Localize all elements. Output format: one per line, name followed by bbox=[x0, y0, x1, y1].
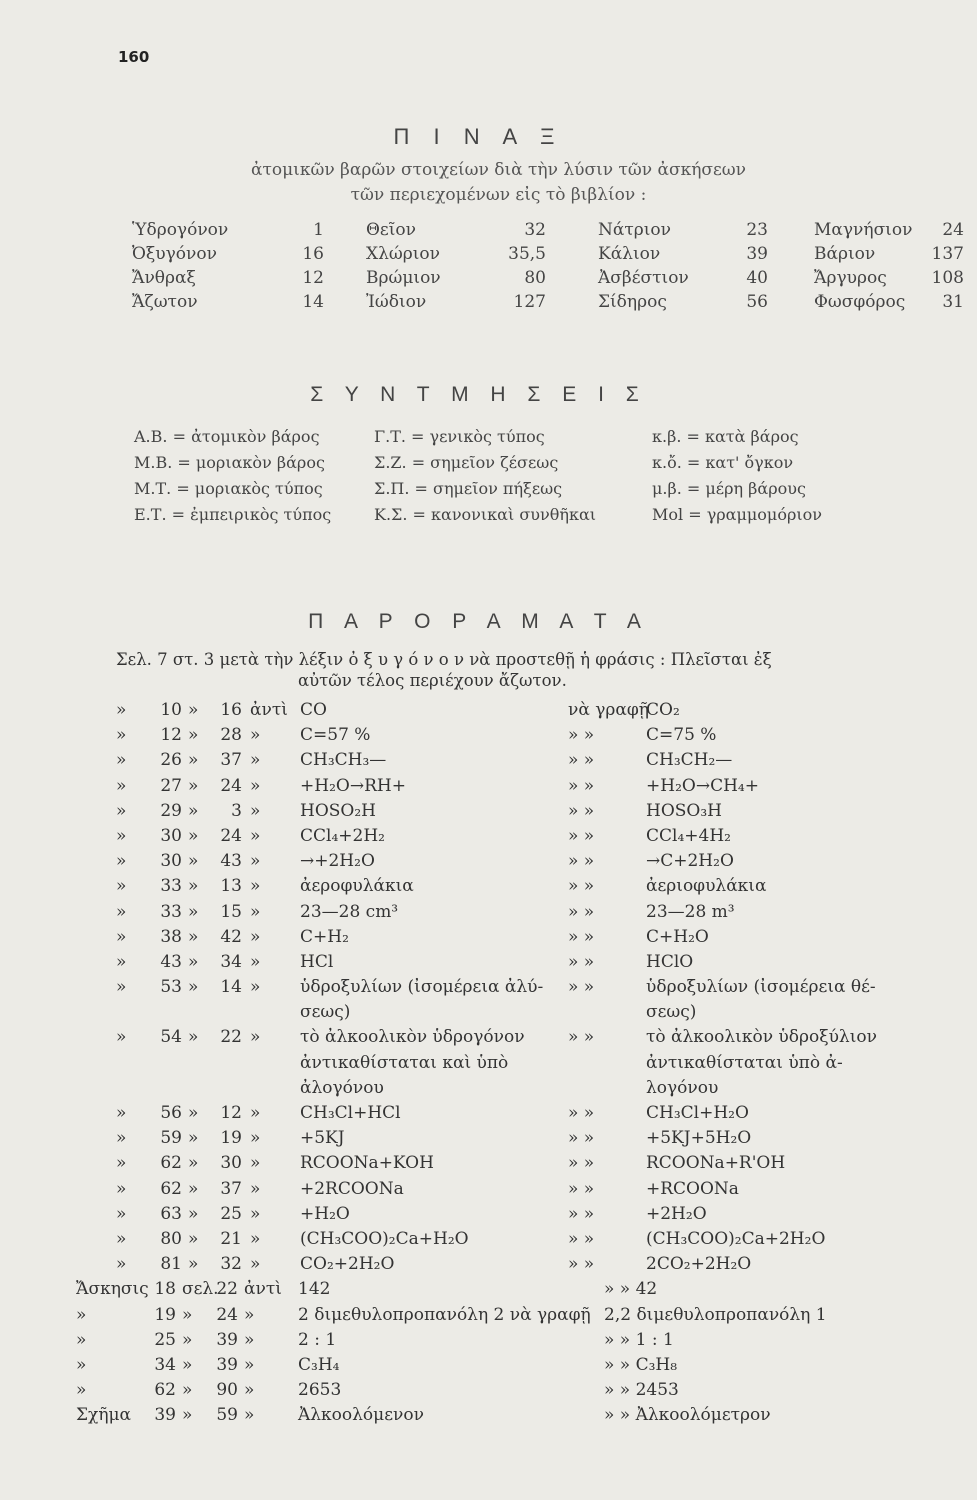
exercise-line: 24 bbox=[216, 1304, 238, 1325]
element-name: Θεῖον bbox=[366, 220, 416, 240]
element-weight: 39 bbox=[746, 244, 768, 264]
errata-ditto: » bbox=[250, 1228, 261, 1249]
errata-page: 30 bbox=[160, 825, 182, 846]
errata-page: 59 bbox=[160, 1128, 182, 1149]
errata-ditto: » bbox=[250, 851, 261, 872]
errata-correct: C=75 % bbox=[646, 725, 717, 746]
errata-line: 37 bbox=[220, 750, 242, 771]
abbreviation-item: κ.ὄ. = κατ' ὄγκον bbox=[652, 453, 794, 472]
ditto-mark: » bbox=[182, 1405, 193, 1426]
errata-exercise-row bbox=[76, 1304, 827, 1330]
ditto-mark: » bbox=[188, 1178, 199, 1199]
element-weight: 127 bbox=[513, 292, 546, 312]
ditto-mark: » bbox=[116, 1203, 127, 1224]
element-name: Βρώμιον bbox=[366, 268, 441, 288]
errata-correct: » » 42 bbox=[604, 1279, 658, 1300]
errata-correct: ἀντικαθίσταται ὑπὸ ἀ- bbox=[646, 1052, 843, 1073]
element-name: Ὀξυγόνον bbox=[132, 244, 217, 264]
errata-page: 33 bbox=[160, 901, 182, 922]
errata-correct: » » Ἀλκοολόμετρον bbox=[604, 1405, 771, 1426]
atomic-weights-row bbox=[132, 290, 964, 314]
errata-correct: σεως) bbox=[646, 1002, 697, 1023]
table-title: Π Ι Ν Α Ξ bbox=[393, 124, 564, 149]
errata-wrong: σεως) bbox=[300, 1002, 351, 1023]
ditto-mark: ἀντὶ bbox=[244, 1279, 282, 1300]
errata-wrong: ἀλογόνου bbox=[300, 1077, 384, 1098]
ditto-mark: » bbox=[116, 825, 127, 846]
errata-ditto: » » bbox=[568, 951, 595, 972]
errata-wrong: RCOONa+KOH bbox=[300, 1153, 434, 1174]
ditto-mark: » bbox=[116, 1254, 127, 1275]
ditto-mark: » bbox=[244, 1354, 255, 1375]
errata-correct: CCl₄+4H₂ bbox=[646, 825, 731, 846]
element-name: Νάτριον bbox=[598, 220, 671, 240]
exercise-page: 18 bbox=[154, 1279, 176, 1300]
errata-correct: +H₂O→CH₄+ bbox=[646, 775, 759, 796]
errata-wrong: →+2H₂O bbox=[300, 851, 375, 872]
element-name: Ἄνθραξ bbox=[132, 268, 196, 288]
errata-exercise-row bbox=[76, 1279, 658, 1304]
ditto-mark: » bbox=[116, 1103, 127, 1123]
errata-page: 81 bbox=[160, 1254, 182, 1275]
ditto-mark: » bbox=[116, 1228, 127, 1249]
errata-page: 27 bbox=[160, 775, 182, 796]
element-weight: 12 bbox=[302, 268, 324, 288]
ditto-mark: » bbox=[188, 926, 199, 947]
errata-correct: +5KJ+5H₂O bbox=[646, 1128, 752, 1149]
errata-ditto: » bbox=[250, 825, 261, 846]
errata-correct: 2,2 διμεθυλοπροπανόλη 1 bbox=[604, 1304, 827, 1325]
ditto-mark: » bbox=[116, 1027, 127, 1048]
element-weight: 32 bbox=[524, 220, 546, 240]
errata-line: 14 bbox=[220, 977, 242, 998]
errata-ditto: » » bbox=[568, 1103, 595, 1123]
errata-ditto: » » bbox=[568, 1178, 595, 1199]
element-name: Ἀσβέστιον bbox=[598, 268, 689, 288]
errata-ditto: » » bbox=[568, 876, 595, 897]
errata-ditto: » » bbox=[568, 1228, 595, 1249]
errata-wrong: HOSO₂H bbox=[300, 800, 376, 821]
exercise-page: 39 bbox=[154, 1405, 176, 1426]
errata-ditto: » » bbox=[568, 926, 595, 947]
errata-page: 10 bbox=[160, 700, 182, 720]
element-name: Σίδηρος bbox=[598, 292, 667, 312]
abbreviation-item: Mol = γραμμομόριον bbox=[652, 505, 822, 524]
ditto-mark: » bbox=[116, 725, 127, 746]
exercise-label: Σχῆμα bbox=[76, 1405, 132, 1426]
errata-wrong: C+H₂ bbox=[300, 926, 349, 947]
element-name: Ἰώδιον bbox=[366, 292, 427, 312]
errata-wrong: (CH₃COO)₂Ca+H₂O bbox=[300, 1228, 469, 1249]
abbreviation-item: Σ.Π. = σημεῖον πήξεως bbox=[374, 479, 563, 498]
errata-wrong: CCl₄+2H₂ bbox=[300, 825, 385, 846]
errata-ditto: » bbox=[250, 1128, 261, 1149]
errata-ditto: » » bbox=[568, 800, 595, 821]
table-subtitle-1: ἀτομικῶν βαρῶν στοιχείων διὰ τὴν λύσιν τῶν ἀσκήσεων bbox=[251, 160, 746, 180]
errata-line: 12 bbox=[220, 1103, 242, 1123]
element-weight: 35,5 bbox=[508, 244, 546, 264]
errata-correct: CO₂ bbox=[646, 700, 680, 720]
errata-line: 25 bbox=[220, 1203, 242, 1224]
errata-ditto: » » bbox=[568, 725, 595, 746]
errata-correct: →C+2H₂O bbox=[646, 851, 734, 872]
abbreviations-title: Σ Υ Ν Τ Μ Η Σ Ε Ι Σ bbox=[310, 383, 647, 406]
errata-line: 15 bbox=[220, 901, 242, 922]
ditto-mark: » bbox=[116, 775, 127, 796]
ditto-mark: » bbox=[188, 725, 199, 746]
errata-wrong: Ἀλκοολόμενον bbox=[298, 1405, 424, 1426]
errata-wrong: CO₂+2H₂O bbox=[300, 1254, 395, 1275]
element-weight: 1 bbox=[313, 220, 324, 240]
errata-intro-line-2: αὐτῶν τέλος περιέχουν ἄζωτον. bbox=[298, 671, 567, 690]
element-weight: 137 bbox=[931, 244, 964, 264]
errata-ditto: » bbox=[250, 1103, 261, 1123]
errata-exercise-row bbox=[76, 1329, 674, 1355]
errata-page: 29 bbox=[160, 800, 182, 821]
ditto-mark: » bbox=[188, 1027, 199, 1048]
errata-intro bbox=[116, 650, 896, 690]
errata-ditto: » bbox=[250, 901, 261, 922]
atomic-weights-row bbox=[132, 242, 964, 266]
errata-ditto: ἀντὶ bbox=[250, 700, 288, 720]
errata-correct: +2H₂O bbox=[646, 1203, 707, 1224]
errata-wrong: CH₃CH₃— bbox=[300, 750, 387, 771]
errata-page: 62 bbox=[160, 1178, 182, 1199]
errata-correct: HOSO₃H bbox=[646, 800, 722, 821]
abbreviations-col-3 bbox=[652, 424, 822, 528]
element-name: Χλώριον bbox=[366, 244, 440, 264]
element-weight: 23 bbox=[746, 220, 768, 240]
errata-ditto: » bbox=[250, 1027, 261, 1048]
errata-correct: » » C₃H₈ bbox=[604, 1354, 678, 1375]
element-name: Ὑδρογόνον bbox=[132, 220, 229, 240]
ditto-mark: » bbox=[116, 876, 127, 897]
errata-ditto: » bbox=[250, 1254, 261, 1275]
ditto-mark: » bbox=[116, 750, 127, 771]
errata-correct: C+H₂O bbox=[646, 926, 709, 947]
exercise-label: » bbox=[76, 1304, 87, 1325]
errata-wrong: CO bbox=[300, 700, 327, 720]
errata-ditto: » bbox=[250, 1178, 261, 1199]
ditto-mark: σελ. bbox=[182, 1279, 219, 1300]
exercise-label: » bbox=[76, 1380, 87, 1401]
errata-correct: ἀεριοφυλάκια bbox=[646, 876, 767, 897]
errata-correct: » » 1 : 1 bbox=[604, 1329, 674, 1350]
ditto-mark: » bbox=[188, 1228, 199, 1249]
ditto-mark: » bbox=[188, 1128, 199, 1149]
errata-page: 30 bbox=[160, 851, 182, 872]
errata-ditto: » bbox=[250, 977, 261, 998]
ditto-mark: » bbox=[188, 825, 199, 846]
ditto-mark: » bbox=[116, 926, 127, 947]
errata-wrong: 23—28 cm³ bbox=[300, 901, 399, 922]
ditto-mark: » bbox=[116, 1128, 127, 1149]
errata-page: 26 bbox=[160, 750, 182, 771]
exercise-line: 59 bbox=[216, 1405, 238, 1426]
ditto-mark: » bbox=[116, 1178, 127, 1199]
errata-line: 42 bbox=[220, 926, 242, 947]
element-name: Μαγνήσιον bbox=[814, 220, 913, 240]
errata-correct: HClO bbox=[646, 951, 694, 972]
ditto-mark: » bbox=[188, 700, 199, 720]
errata-line: 3 bbox=[231, 800, 242, 821]
abbreviation-item: Κ.Σ. = κανονικαὶ συνθῆκαι bbox=[374, 505, 597, 524]
errata-page: 43 bbox=[160, 951, 182, 972]
errata-ditto: » bbox=[250, 951, 261, 972]
errata-ditto: » bbox=[250, 725, 261, 746]
errata-wrong: τὸ ἀλκοολικὸν ὑδρογόνον bbox=[300, 1027, 525, 1048]
errata-wrong: +2RCOONa bbox=[300, 1178, 404, 1199]
errata-ditto: » bbox=[250, 775, 261, 796]
errata-line: 19 bbox=[220, 1128, 242, 1149]
errata-wrong: HCl bbox=[300, 951, 334, 972]
errata-wrong: +5KJ bbox=[300, 1128, 345, 1149]
errata-line: 43 bbox=[220, 851, 242, 872]
exercise-label: » bbox=[76, 1354, 87, 1375]
errata-wrong: 142 bbox=[298, 1279, 331, 1300]
abbreviations-col-1 bbox=[134, 424, 331, 528]
element-name: Ἄργυρος bbox=[814, 268, 887, 288]
abbreviation-item: Ε.Τ. = ἐμπειρικὸς τύπος bbox=[134, 505, 332, 524]
errata-line: 16 bbox=[220, 700, 242, 720]
ditto-mark: » bbox=[116, 700, 127, 720]
ditto-mark: » bbox=[188, 951, 199, 972]
element-weight: 24 bbox=[942, 220, 964, 240]
errata-correct: ὑδροξυλίων (ἰσομέρεια θέ- bbox=[646, 977, 876, 998]
errata-ditto: » » bbox=[568, 1203, 595, 1224]
errata-correct: 23—28 m³ bbox=[646, 901, 735, 922]
errata-page: 53 bbox=[160, 977, 182, 998]
errata-wrong: C=57 % bbox=[300, 725, 371, 746]
errata-line: 22 bbox=[220, 1027, 242, 1048]
element-name: Ἄζωτον bbox=[132, 292, 198, 312]
errata-wrong: 2653 bbox=[298, 1380, 342, 1401]
exercise-page: 19 bbox=[154, 1304, 176, 1325]
errata-correct: λογόνου bbox=[646, 1077, 719, 1098]
ditto-mark: » bbox=[182, 1304, 193, 1325]
element-name: Βάριον bbox=[814, 244, 876, 264]
errata-ditto: » » bbox=[568, 851, 595, 872]
ditto-mark: » bbox=[188, 876, 199, 897]
errata-line: 24 bbox=[220, 775, 242, 796]
errata-intro-line-1: Σελ. 7 στ. 3 μετὰ τὴν λέξιν ὀ ξ υ γ ό ν ο ν νὰ προστεθῇ ἡ φράσις : Πλεῖσται ἐξ bbox=[116, 650, 772, 669]
errata-ditto: νὰ γραφῇ bbox=[568, 700, 649, 720]
errata-line: 21 bbox=[220, 1228, 242, 1249]
table-subtitle-2: τῶν περιεχομένων εἰς τὸ βιβλίον : bbox=[350, 185, 647, 205]
errata-title: Π Α Ρ Ο Ρ Α Μ Α Τ Α bbox=[308, 610, 649, 633]
errata-page: 56 bbox=[160, 1103, 182, 1123]
errata-line: 13 bbox=[220, 876, 242, 897]
errata-ditto: » bbox=[250, 1203, 261, 1224]
errata-exercise-row bbox=[76, 1405, 771, 1430]
errata-correct: +RCOONa bbox=[646, 1178, 739, 1199]
errata-exercise-row bbox=[76, 1354, 678, 1380]
element-name: Κάλιον bbox=[598, 244, 661, 264]
page-number: 160 bbox=[118, 48, 150, 66]
errata-wrong: +H₂O bbox=[300, 1203, 350, 1224]
atomic-weights-row bbox=[132, 218, 964, 242]
ditto-mark: » bbox=[188, 1103, 199, 1123]
errata-ditto: » » bbox=[568, 1254, 595, 1275]
errata-line: 28 bbox=[220, 725, 242, 746]
errata-correct: » » 2453 bbox=[604, 1380, 679, 1401]
ditto-mark: » bbox=[116, 951, 127, 972]
errata-wrong: ἀεροφυλάκια bbox=[300, 876, 414, 897]
ditto-mark: » bbox=[188, 800, 199, 821]
errata-correct: CH₃Cl+H₂O bbox=[646, 1103, 749, 1123]
errata-wrong: ὑδροξυλίων (ἰσομέρεια ἀλύ- bbox=[300, 977, 544, 998]
errata-ditto: » » bbox=[568, 977, 595, 998]
errata-correct: RCOONa+R'OH bbox=[646, 1153, 786, 1174]
errata-ditto: » » bbox=[568, 775, 595, 796]
abbreviation-item: Γ.Τ. = γενικὸς τύπος bbox=[374, 427, 545, 446]
ditto-mark: » bbox=[182, 1354, 193, 1375]
ditto-mark: » bbox=[244, 1405, 255, 1426]
errata-page: 54 bbox=[160, 1027, 182, 1048]
element-weight: 14 bbox=[302, 292, 324, 312]
element-weight: 31 bbox=[942, 292, 964, 312]
errata-page: 12 bbox=[160, 725, 182, 746]
ditto-mark: » bbox=[188, 1254, 199, 1275]
ditto-mark: » bbox=[116, 851, 127, 872]
ditto-mark: » bbox=[188, 851, 199, 872]
errata-ditto: » » bbox=[568, 901, 595, 922]
exercise-line: 22 bbox=[216, 1279, 238, 1300]
exercise-page: 62 bbox=[154, 1380, 176, 1401]
errata-ditto: » bbox=[250, 926, 261, 947]
errata-wrong: CH₃Cl+HCl bbox=[300, 1103, 401, 1123]
ditto-mark: » bbox=[182, 1380, 193, 1401]
errata-page: 80 bbox=[160, 1228, 182, 1249]
errata-page: 63 bbox=[160, 1203, 182, 1224]
element-weight: 16 bbox=[302, 244, 324, 264]
errata-line: 24 bbox=[220, 825, 242, 846]
errata-line: 32 bbox=[220, 1254, 242, 1275]
errata-ditto: » » bbox=[568, 1128, 595, 1149]
abbreviation-item: Σ.Ζ. = σημεῖον ζέσεως bbox=[374, 453, 559, 472]
errata-correct: CH₃CH₂— bbox=[646, 750, 733, 771]
ditto-mark: » bbox=[188, 1153, 199, 1174]
exercise-page: 25 bbox=[154, 1329, 176, 1350]
atomic-weights-table bbox=[132, 218, 964, 314]
errata-line: 37 bbox=[220, 1178, 242, 1199]
ditto-mark: » bbox=[116, 977, 127, 998]
atomic-weights-row bbox=[132, 266, 964, 290]
errata-ditto: » bbox=[250, 876, 261, 897]
errata-wrong: ἀντικαθίσταται καὶ ὑπὸ bbox=[300, 1052, 509, 1073]
errata-ditto: » » bbox=[568, 750, 595, 771]
errata-line: 34 bbox=[220, 951, 242, 972]
errata-correct: τὸ ἀλκοολικὸν ὑδροξύλιον bbox=[646, 1027, 877, 1048]
exercise-page: 34 bbox=[154, 1354, 176, 1375]
ditto-mark: » bbox=[188, 750, 199, 771]
errata-page: 33 bbox=[160, 876, 182, 897]
exercise-line: 39 bbox=[216, 1354, 238, 1375]
exercise-label: Ἄσκησις bbox=[76, 1279, 149, 1300]
errata-wrong: +H₂O→RH+ bbox=[300, 775, 406, 796]
abbreviations-col-2 bbox=[374, 424, 596, 528]
errata-ditto: » » bbox=[568, 1153, 595, 1174]
element-weight: 108 bbox=[931, 268, 964, 288]
errata-ditto: » » bbox=[568, 1027, 595, 1048]
ditto-mark: » bbox=[116, 800, 127, 821]
abbreviation-item: Μ.Τ. = μοριακὸς τύπος bbox=[134, 479, 323, 498]
errata-exercise-row bbox=[76, 1380, 679, 1405]
ditto-mark: » bbox=[116, 901, 127, 922]
errata-correct: 2CO₂+2H₂O bbox=[646, 1254, 752, 1275]
element-weight: 56 bbox=[746, 292, 768, 312]
ditto-mark: » bbox=[188, 775, 199, 796]
errata-wrong: C₃H₄ bbox=[298, 1354, 340, 1375]
ditto-mark: » bbox=[188, 977, 199, 998]
errata-wrong: 2 : 1 bbox=[298, 1329, 337, 1350]
exercise-label: » bbox=[76, 1329, 87, 1350]
element-name: Φωσφόρος bbox=[814, 292, 906, 312]
abbreviation-item: μ.β. = μέρη βάρους bbox=[652, 479, 806, 498]
errata-page: 62 bbox=[160, 1153, 182, 1174]
abbreviation-item: κ.β. = κατὰ βάρος bbox=[652, 427, 799, 446]
errata-line: 30 bbox=[220, 1153, 242, 1174]
ditto-mark: » bbox=[182, 1329, 193, 1350]
errata-page: 38 bbox=[160, 926, 182, 947]
ditto-mark: » bbox=[244, 1329, 255, 1350]
errata-ditto: » bbox=[250, 1153, 261, 1174]
errata-correct: (CH₃COO)₂Ca+2H₂O bbox=[646, 1228, 826, 1249]
ditto-mark: » bbox=[188, 1203, 199, 1224]
ditto-mark: » bbox=[244, 1380, 255, 1401]
exercise-line: 39 bbox=[216, 1329, 238, 1350]
abbreviation-item: Α.Β. = ἀτομικὸν βάρος bbox=[134, 427, 320, 446]
ditto-mark: » bbox=[244, 1304, 255, 1325]
exercise-line: 90 bbox=[216, 1380, 238, 1401]
errata-wrong: 2 διμεθυλοπροπανόλη 2 νὰ γραφῇ bbox=[298, 1304, 591, 1325]
errata-ditto: » » bbox=[568, 825, 595, 846]
errata-ditto: » bbox=[250, 750, 261, 771]
element-weight: 80 bbox=[524, 268, 546, 288]
abbreviation-item: Μ.Β. = μοριακὸν βάρος bbox=[134, 453, 325, 472]
element-weight: 40 bbox=[746, 268, 768, 288]
ditto-mark: » bbox=[116, 1153, 127, 1174]
errata-ditto: » bbox=[250, 800, 261, 821]
ditto-mark: » bbox=[188, 901, 199, 922]
